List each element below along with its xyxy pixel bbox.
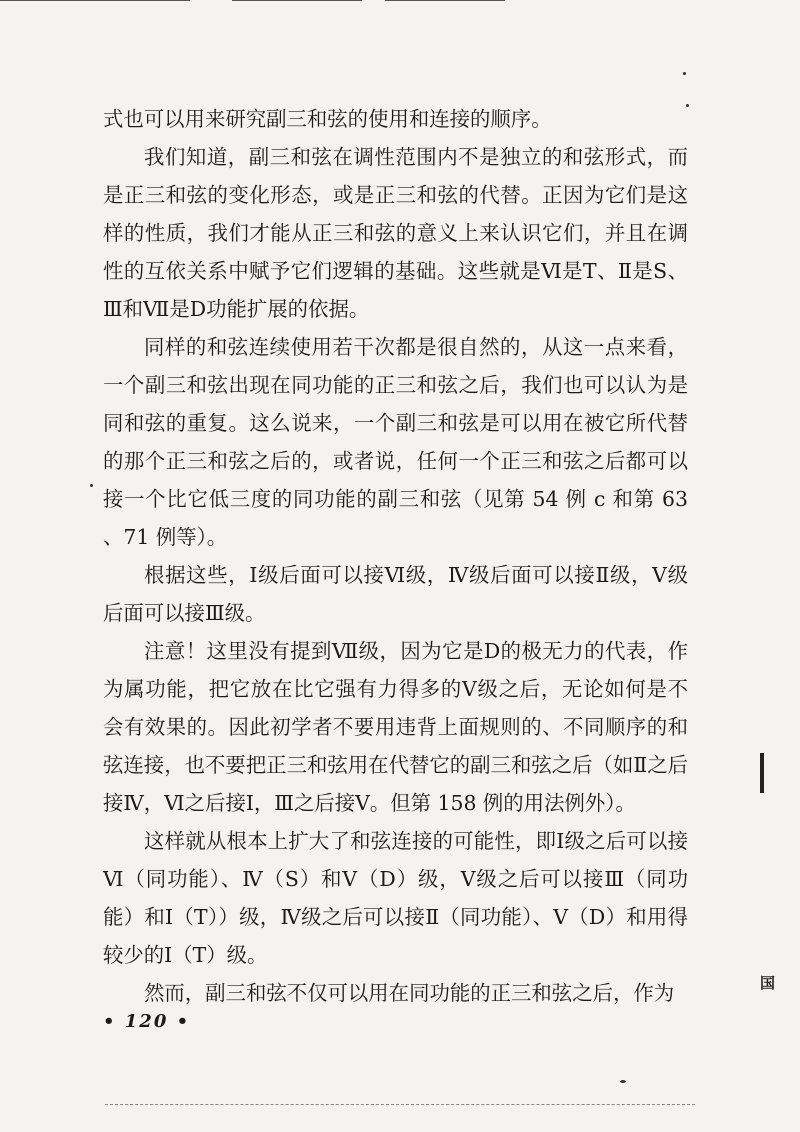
paragraph-6: 这样就从根本上扩大了和弦连接的可能性，即Ⅰ级之后可以接Ⅵ（同功能）、Ⅳ（S）和Ⅴ（D）级，Ⅴ级之后可以接Ⅲ（同功能）和Ⅰ（T））级，Ⅳ级之后可以接Ⅱ（同功能）、Ⅴ（D）和用得较少的Ⅰ（T）级。 (103, 829, 688, 967)
paragraph-2: 我们知道，副三和弦在调性范围内不是独立的和弦形式，而是正三和弦的变化形态，或是正三和弦的代替。正因为它们是这样的性质，我们才能从正三和弦的意义上来认识它们，并且在调性的互依关系中赋予它们逻辑的基础。这些就是Ⅵ是T、Ⅱ是S、Ⅲ和Ⅶ是D功能扩展的依据。 (103, 145, 688, 321)
page-number: • 120 • (103, 1011, 191, 1032)
scan-speck (620, 1080, 626, 1083)
scan-speck (686, 104, 689, 107)
scan-speck (683, 72, 686, 75)
top-rule-left (0, 0, 190, 1)
page-body (103, 100, 688, 1012)
paragraph-7: 然而，副三和弦不仅可以用在同功能的正三和弦之后，作为 (144, 981, 675, 1005)
margin-mark: 国 (760, 974, 776, 992)
top-rule-mid (232, 0, 362, 1)
paragraph-1: 式也可以用来研究副三和弦的使用和连接的顺序。 (103, 107, 552, 131)
bottom-scan-line (105, 1104, 695, 1105)
scan-speck (90, 484, 93, 487)
paragraph-4: 根据这些，Ⅰ级后面可以接Ⅵ级，Ⅳ级后面可以接Ⅱ级，Ⅴ级后面可以接Ⅲ级。 (103, 563, 688, 625)
paragraph-3: 同样的和弦连续使用若干次都是很自然的，从这一点来看，一个副三和弦出现在同功能的正三和弦之后，我们也可以认为是同和弦的重复。这么说来，一个副三和弦是可以用在被它所代替的那个正三和弦之后的，或者说，任何一个正三和弦之后都可以接一个比它低三度的同功能的副三和弦（见第 54 例 c 和第 63 、71 例等）。 (103, 335, 688, 549)
margin-bar-mark (760, 753, 764, 793)
top-rule-right (385, 0, 505, 1)
paragraph-5: 注意！这里没有提到Ⅶ级，因为它是D的极无力的代表，作为属功能，把它放在比它强有力得多的Ⅴ级之后，无论如何是不会有效果的。因此初学者不要用违背上面规则的、不同顺序的和弦连接，也不要把正三和弦用在代替它的副三和弦之后（如Ⅱ之后接Ⅳ，Ⅵ之后接Ⅰ，Ⅲ之后接Ⅴ。但第 158 例的用法例外）。 (103, 639, 688, 815)
